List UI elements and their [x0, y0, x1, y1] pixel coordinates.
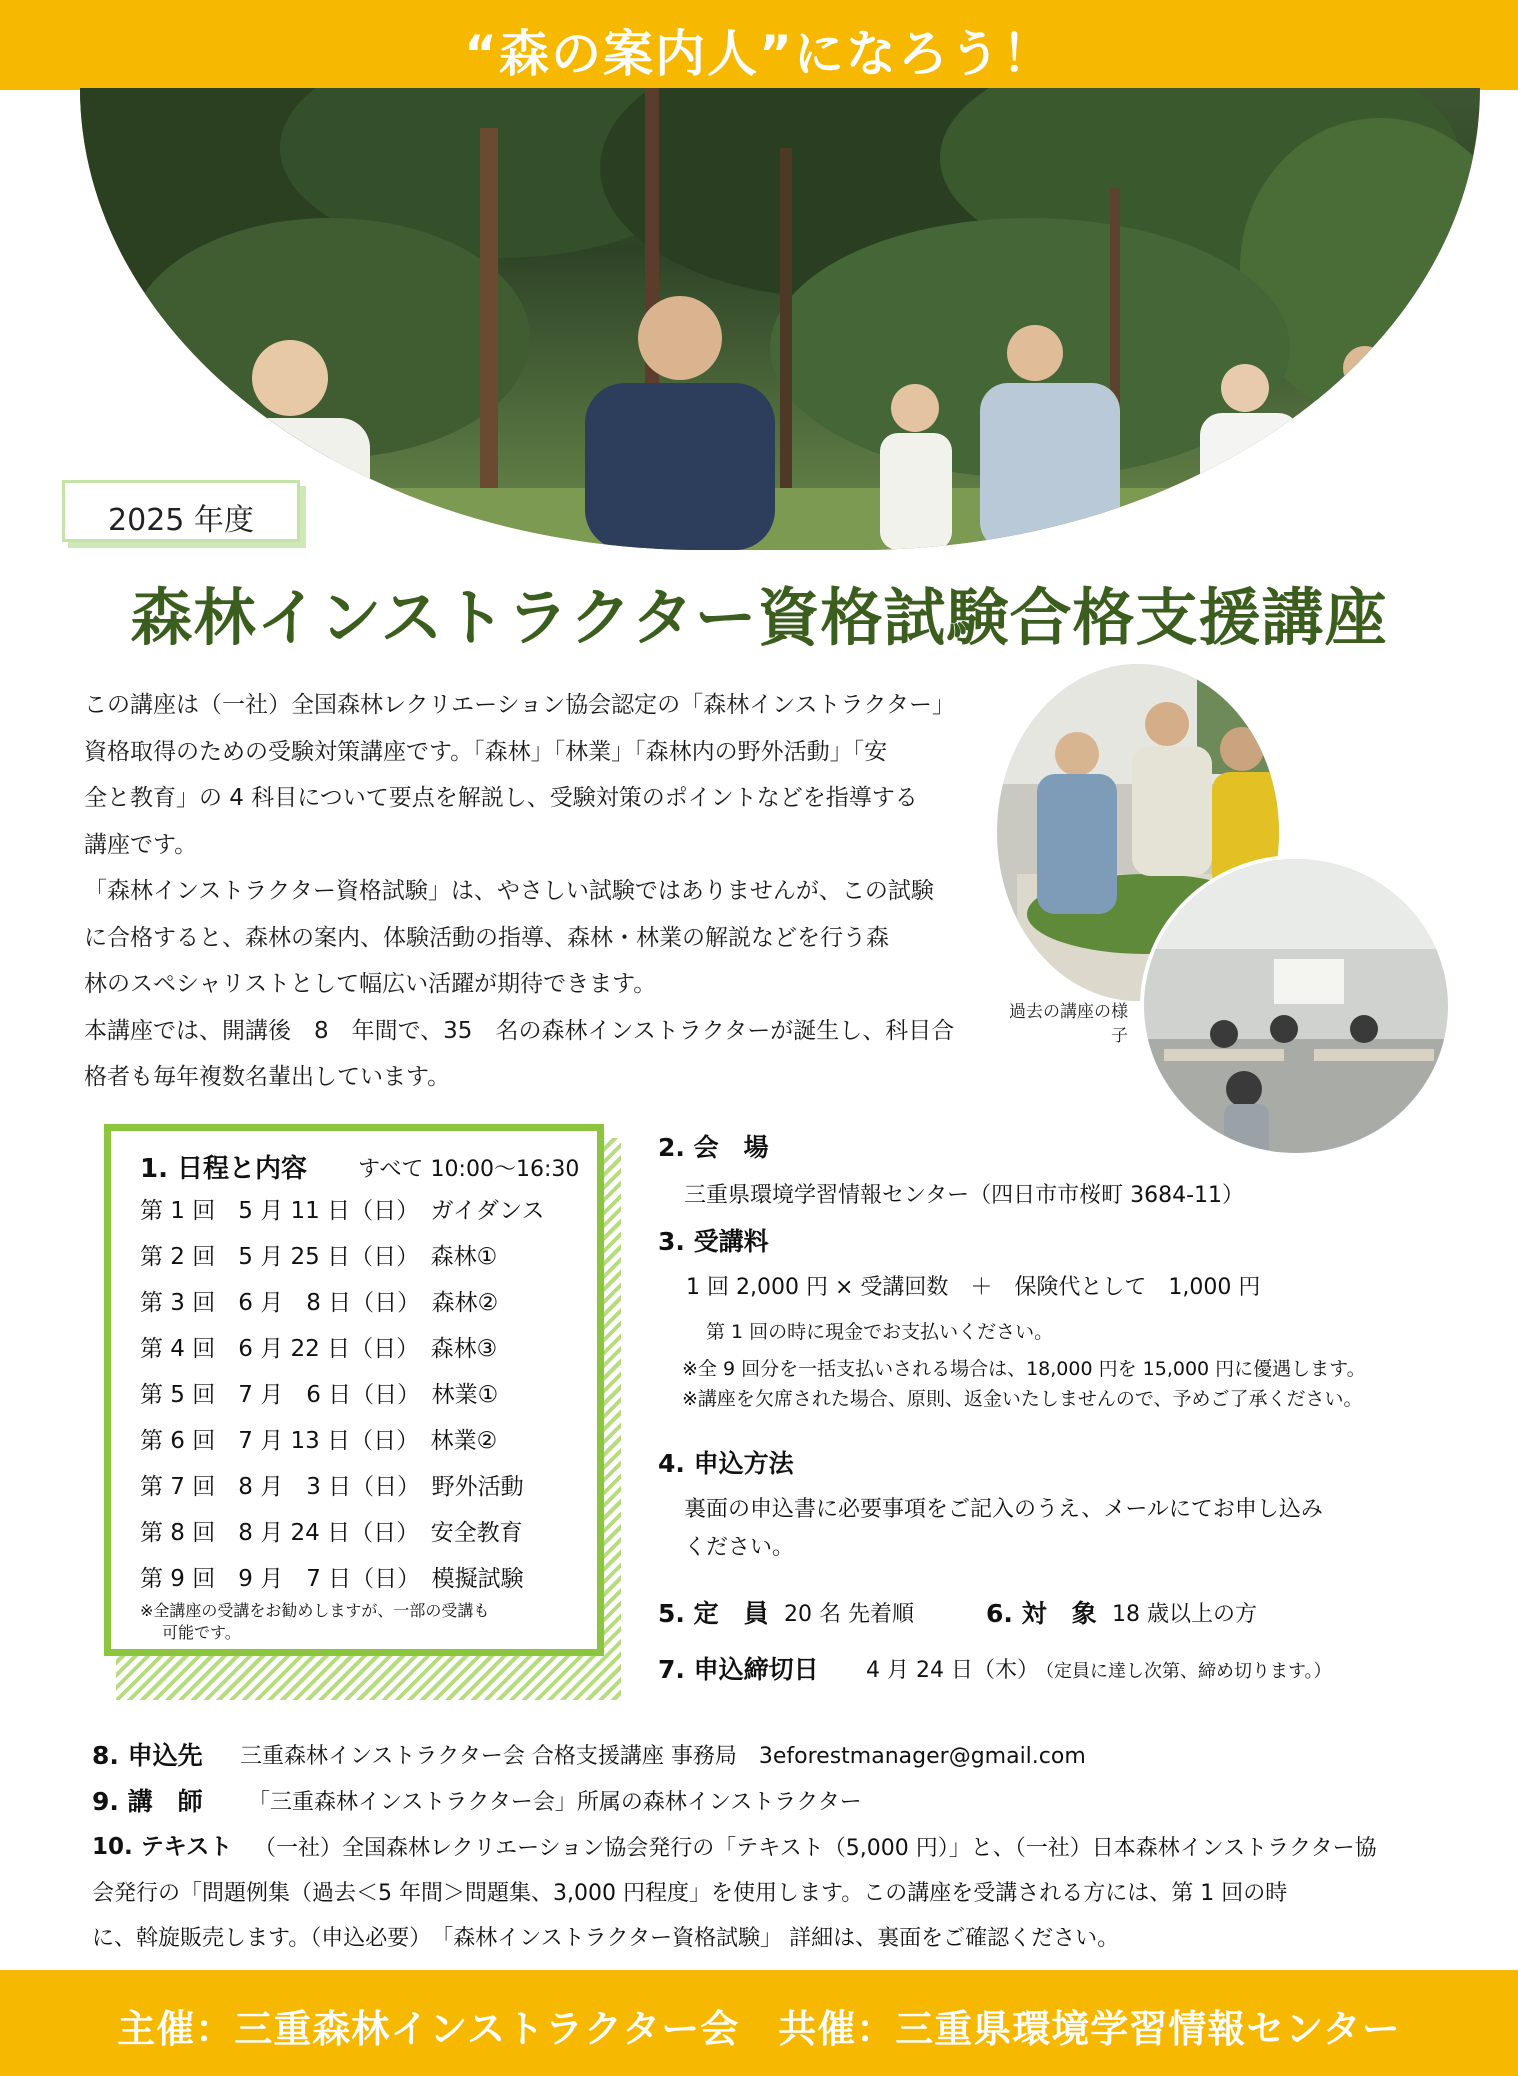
banner-title: “森の案内人”になろう！: [464, 25, 1054, 83]
footer-text: 主催：三重森林インストラクター会 共催：三重県環境学習情報センター: [117, 2007, 1401, 2051]
photo-caption: 過去の講座の様子: [1009, 1002, 1128, 1046]
venue-text: 三重県環境学習情報センター（四日市市桜町 3684-11）: [684, 1183, 1245, 1208]
textbook-heading: 10. テキスト: [92, 1834, 233, 1860]
intro-line: 「森林インストラクター資格試験」は、やさしい試験ではありませんが、この試験: [84, 878, 934, 904]
fee-note: ※全 9 回分を一括支払いされる場合は、18,000 円を 15,000 円に優遇します。: [682, 1358, 1366, 1380]
schedule-row: 第 8 回 8 月 24 日（日） 安全教育: [140, 1520, 523, 1546]
schedule-heading: 1. 日程と内容: [140, 1154, 308, 1184]
textbook-text: に、斡旋販売します。（申込必要） 「森林インストラクター資格試験」 詳細は、裏面をご確認ください。: [92, 1926, 1120, 1951]
contact-text: 三重森林インストラクター会 合格支援講座 事務局 3eforestmanager@gmail.com: [240, 1744, 1086, 1769]
lecturer-text: 「三重森林インストラクター会」所属の森林インストラクター: [248, 1790, 862, 1815]
fee-heading: 3. 受講料: [658, 1227, 769, 1256]
capacity-heading: 5. 定 員: [658, 1599, 769, 1628]
lecturer-heading: 9. 講 師: [92, 1787, 203, 1816]
schedule-row: 第 6 回 7 月 13 日（日） 林業②: [140, 1428, 498, 1454]
intro-line: 全と教育」の 4 科目について要点を解説し、受験対策のポイントなどを指導する: [84, 785, 918, 811]
venue-heading: 2. 会 場: [658, 1133, 769, 1162]
schedule-note: [140, 1600, 580, 1644]
schedule-note-line: 可能です。: [162, 1623, 241, 1642]
contact-heading: 8. 申込先: [92, 1741, 203, 1770]
fee-note: 第 1 回の時に現金でお支払いください。: [706, 1321, 1054, 1343]
course-photo-2: [1140, 855, 1452, 1157]
deadline-heading: 7. 申込締切日: [658, 1655, 819, 1684]
footer-banner: [0, 1970, 1518, 2076]
intro-line: 資格取得のための受験対策講座です。「森林」「林業」「森林内の野外活動」「安: [84, 738, 888, 765]
main-title: 森林インストラクター資格試験合格支援講座: [130, 581, 1388, 654]
deadline-note: （定員に達し次第、締め切ります。）: [1036, 1661, 1332, 1682]
deadline-text: 4 月 24 日（木）: [866, 1658, 1039, 1683]
intro-line: 格者も毎年複数名輩出しています。: [84, 1064, 451, 1090]
top-banner: [0, 0, 1518, 90]
schedule-row: 第 3 回 6 月 8 日（日） 森林②: [140, 1290, 499, 1316]
schedule-row: 第 9 回 9 月 7 日（日） 模擬試験: [140, 1566, 524, 1592]
schedule-row: 第 4 回 6 月 22 日（日） 森林③: [140, 1336, 498, 1362]
capacity-text: 20 名 先着順: [784, 1602, 914, 1627]
apply-heading: 4. 申込方法: [658, 1449, 794, 1478]
intro-line: 林のスペシャリストとして幅広い活躍が期待できます。: [84, 971, 657, 997]
textbook-text: 会発行の「問題例集（過去＜5 年間＞問題集、3,000 円程度」を使用します。この講座を受講される方には、第 1 回の時: [92, 1881, 1288, 1906]
schedule-row: 第 2 回 5 月 25 日（日） 森林①: [140, 1244, 498, 1270]
apply-text: ください。: [684, 1535, 795, 1560]
intro-line: 本講座では、開講後 8 年間で、35 名の森林インストラクターが誕生し、科目合: [84, 1017, 955, 1044]
schedule-row: 第 5 回 7 月 6 日（日） 林業①: [140, 1382, 499, 1408]
year-tag-text: 2025 年度: [108, 503, 254, 538]
year-tag: [62, 480, 300, 542]
schedule-row: 第 7 回 8 月 3 日（日） 野外活動: [140, 1474, 524, 1500]
classroom-scene-2: [1144, 859, 1452, 1157]
schedule-row: 第 1 回 5 月 11 日（日） ガイダンス: [140, 1198, 545, 1224]
target-heading: 6. 対 象: [986, 1599, 1097, 1628]
intro-line: 講座です。: [84, 831, 198, 858]
textbook-text: （一社）全国森林レクリエーション協会発行の「テキスト（5,000 円）」と、（一社）日本森林インストラクター協: [254, 1836, 1377, 1861]
apply-text: 裏面の申込書に必要事項をご記入のうえ、メールにてお申し込み: [684, 1497, 1323, 1522]
schedule-note-line: ※全講座の受講をお勧めしますが、一部の受講も: [140, 1601, 490, 1620]
schedule-time: すべて 10:00～16:30: [358, 1157, 580, 1182]
fee-note: ※講座を欠席された場合、原則、返金いたしませんので、予めご了承ください。: [682, 1388, 1363, 1410]
fee-line: 1 回 2,000 円 × 受講回数 ＋ 保険代として 1,000 円: [686, 1275, 1261, 1300]
intro-line: この講座は（一社）全国森林レクリエーション協会認定の「森林インストラクター」: [84, 692, 956, 718]
intro-line: に合格すると、森林の案内、体験活動の指導、森林・林業の解説などを行う森: [84, 924, 889, 951]
intro-text: [84, 682, 974, 1101]
target-text: 18 歳以上の方: [1112, 1602, 1257, 1627]
